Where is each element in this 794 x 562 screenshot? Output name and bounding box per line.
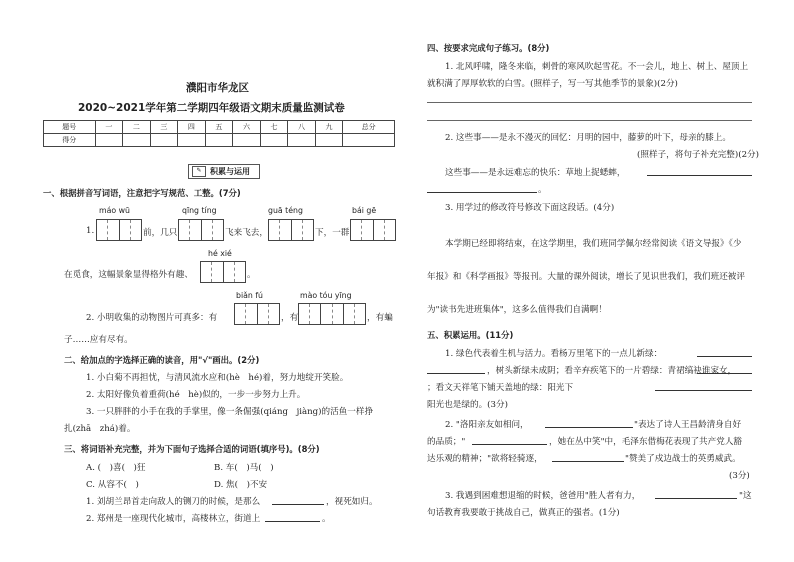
- answer-blank[interactable]: [655, 498, 737, 499]
- q1-line1-c: 飞来飞去，: [225, 228, 268, 238]
- q4-item2-d: 。: [538, 185, 547, 195]
- q5-i2-d: ，她在丛中笑"中，毛泽东借梅花表现了共产党人豁: [549, 437, 743, 447]
- q1-line2-end: 。: [247, 270, 256, 280]
- q2-item-1: 1. 小白菊不再担忧，与清风流水应和(hè hé)着，努力地绽开笑脸。: [86, 373, 349, 383]
- q3-item-1-end: ，视死如归。: [326, 497, 378, 507]
- q4-item2-c: 这些事——是永远难忘的快乐：草地上捉蟋蟀，: [445, 168, 626, 178]
- answer-blank[interactable]: [427, 192, 537, 193]
- q3-option-a: A. ( )喜( )狂: [86, 463, 146, 473]
- writing-grid-baige[interactable]: [350, 219, 396, 241]
- score-value-row: [44, 134, 395, 147]
- q5-i2-score: (3分): [729, 471, 750, 481]
- q4-para-2: 年报》和《科学画报》等报刊。大量的课外阅读，增长了见识世我们，我们班还被评: [427, 272, 745, 282]
- answer-line[interactable]: [427, 120, 752, 121]
- score-cell[interactable]: [315, 134, 343, 147]
- q3-heading: 三、将词语补充完整，并为下面句子选择合适的词语(填序号)。(8分): [64, 444, 320, 454]
- q1-line1-a: 1.: [86, 226, 95, 236]
- pinyin-qingting: qīng tíng: [182, 206, 217, 215]
- q4-item2-a: 2. 这些事——是永不漫灭的回忆：月明的园中，藤萝的叶下，母亲的膝上。: [445, 133, 731, 143]
- score-cell[interactable]: [123, 134, 151, 147]
- pinyin-guateng: guā téng: [268, 206, 303, 215]
- q2-item-3: 3. 一只胖胖的小手在我的手掌里，像一条倔强(qiáng jiàng)的活鱼一样挣: [86, 407, 374, 417]
- q3-option-d: D. 焦( )不安: [214, 480, 268, 490]
- score-header-cell: 七: [260, 121, 288, 134]
- score-row-label: 得分: [44, 134, 96, 147]
- q4-para-3: 为"读书先进班集体"，这多么值得我们自满啊！: [427, 305, 607, 315]
- q1-line1-b: 前，几只: [143, 228, 178, 238]
- score-header-cell: 总分: [343, 121, 395, 134]
- score-header-cell: 五: [205, 121, 233, 134]
- answer-blank[interactable]: [647, 175, 752, 176]
- q5-i2-b: "表达了诗人王昌龄清身自好: [634, 420, 742, 430]
- q5-i2-e: 达乐观的精神；"欲将轻骑逐，: [427, 454, 543, 464]
- q5-i3-c: 句话教育我要敢于挑战自己，做真正的强者。(1分): [427, 508, 620, 518]
- score-cell[interactable]: [260, 134, 288, 147]
- q2-heading: 二、给加点的字选择正确的读音，用"√"画出。(2分): [64, 355, 260, 365]
- pinyin-hexie: hé xié: [208, 249, 232, 258]
- q1-item2-d: 子……应有尽有。: [64, 335, 133, 345]
- score-cell[interactable]: [233, 134, 261, 147]
- q4-item2-b: (照样子，将句子补充完整)(2分): [637, 150, 760, 160]
- q4-item1-a: 1. 北风呼啸，隆冬来临，刺骨的寒风吹起雪花。不一会儿，地上、树上、屋顶上: [445, 62, 749, 72]
- pinyin-bianfu: biǎn fú: [236, 291, 263, 300]
- right-column: [397, 0, 794, 562]
- pinyin-maowu: máo wū: [99, 206, 130, 215]
- score-header-row: [44, 121, 395, 134]
- q4-item1-b: 就积满了厚厚软软的白雪。(照样子，写一写其他季节的景象)(2分): [427, 79, 678, 89]
- score-header-cell: 八: [288, 121, 316, 134]
- score-cell[interactable]: [343, 134, 395, 147]
- writing-grid-maowu[interactable]: [96, 219, 142, 241]
- writing-grid-hexie[interactable]: [200, 261, 246, 283]
- q5-i2-c: 的品质；": [427, 437, 466, 447]
- q3-option-b: B. 车( )马( ): [214, 463, 274, 473]
- answer-line[interactable]: [427, 102, 752, 103]
- score-cell[interactable]: [95, 134, 123, 147]
- score-header-cell: 三: [150, 121, 178, 134]
- answer-blank[interactable]: [545, 427, 633, 428]
- score-header-cell: 四: [178, 121, 206, 134]
- q2-item-3-cont: 扎(zhā zhá)着。: [64, 424, 136, 434]
- score-cell[interactable]: [205, 134, 233, 147]
- answer-blank[interactable]: [697, 356, 752, 357]
- score-header-cell: 六: [233, 121, 261, 134]
- score-header-cell: 题号: [44, 121, 96, 134]
- pinyin-baige: bái gē: [352, 206, 377, 215]
- q5-i2-a: 2. "洛阳亲友如相问，: [445, 420, 529, 430]
- score-header-cell: 一: [95, 121, 123, 134]
- q1-heading: 一、根据拼音写词语，注意把字写规范、工整。(7分): [43, 188, 241, 198]
- q1-item2-c: ，有蝙: [367, 313, 393, 323]
- writing-grid-bianfu[interactable]: [234, 303, 280, 325]
- answer-blank[interactable]: [272, 504, 324, 505]
- q5-i1-a: 1. 绿色代表着生机与活力。看杨万里笔下的一点儿新绿：: [445, 349, 663, 359]
- pencil-icon: ✎: [192, 166, 206, 177]
- q5-i1-d: 阳光也是绿的。(3分): [427, 400, 508, 410]
- q1-item2-b: ，有: [281, 313, 299, 323]
- q3-item-2-end: 。: [322, 514, 331, 524]
- q5-i2-f: "赞美了戍边战士的英勇威武。: [625, 454, 741, 464]
- score-cell[interactable]: [178, 134, 206, 147]
- exam-region: 濮阳市华龙区: [186, 82, 249, 94]
- q3-option-c: C. 从容不( ): [86, 480, 139, 490]
- answer-blank[interactable]: [655, 390, 752, 391]
- q4-para-1: 本学期已经即将结束，在这学期里，我们班同学佩尔经常阅读《语文导报》《少: [445, 239, 742, 249]
- score-header-cell: 二: [123, 121, 151, 134]
- score-cell[interactable]: [150, 134, 178, 147]
- score-cell[interactable]: [288, 134, 316, 147]
- q5-i3-b: "这: [739, 491, 752, 501]
- section-badge: [188, 164, 260, 179]
- q5-i3-a: 3. 我遇到困难想退缩的时候，爸爸用"胜人者有力，: [445, 491, 641, 501]
- q5-i1-b: ，树头新绿未成阴；看辛弃疾笔下的一片碧绿：青裙缟袂谁家女，: [487, 366, 737, 376]
- q1-line1-d: 下，一群: [315, 228, 350, 238]
- exam-title: 2020~2021学年第二学期四年级语文期末质量监测试卷: [78, 102, 345, 114]
- section-badge-label: 积累与运用: [210, 167, 250, 176]
- answer-blank[interactable]: [427, 373, 485, 374]
- q1-line2: 在觅食，这幅景象显得格外有趣、: [64, 270, 193, 280]
- q5-heading: 五、积累运用。(11分): [427, 330, 514, 340]
- answer-blank[interactable]: [472, 444, 547, 445]
- score-header-cell: 九: [315, 121, 343, 134]
- writing-grid-guateng[interactable]: [268, 219, 314, 241]
- q4-item3: 3. 用学过的修改符号修改下面这段话。(4分): [445, 203, 615, 213]
- score-table: [43, 120, 395, 147]
- answer-blank[interactable]: [265, 521, 320, 522]
- writing-grid-qingting[interactable]: [178, 219, 224, 241]
- answer-blank[interactable]: [552, 461, 624, 462]
- answer-blank[interactable]: [697, 373, 752, 374]
- q5-i1-c: ；看文天祥笔下铺天盖地的绿：阳光下: [427, 383, 574, 393]
- q3-item-1: 1. 刘胡兰昂首走向敌人的铡刀的时候，是那么: [86, 497, 261, 507]
- q4-heading: 四、按要求完成句子练习。(8分): [427, 43, 550, 53]
- pinyin-maotouying: mào tóu yīng: [300, 291, 352, 300]
- q1-item2-a: 2. 小明收集的动物图片可真多：有: [86, 313, 218, 323]
- q2-item-2: 2. 太阳好像负着重荷(hé hè)似的，一步一步努力上升。: [86, 390, 306, 400]
- writing-grid-maotouying[interactable]: [298, 303, 366, 325]
- q3-item-2: 2. 郑州是一座现代化城市，高楼林立，街道上: [86, 514, 261, 524]
